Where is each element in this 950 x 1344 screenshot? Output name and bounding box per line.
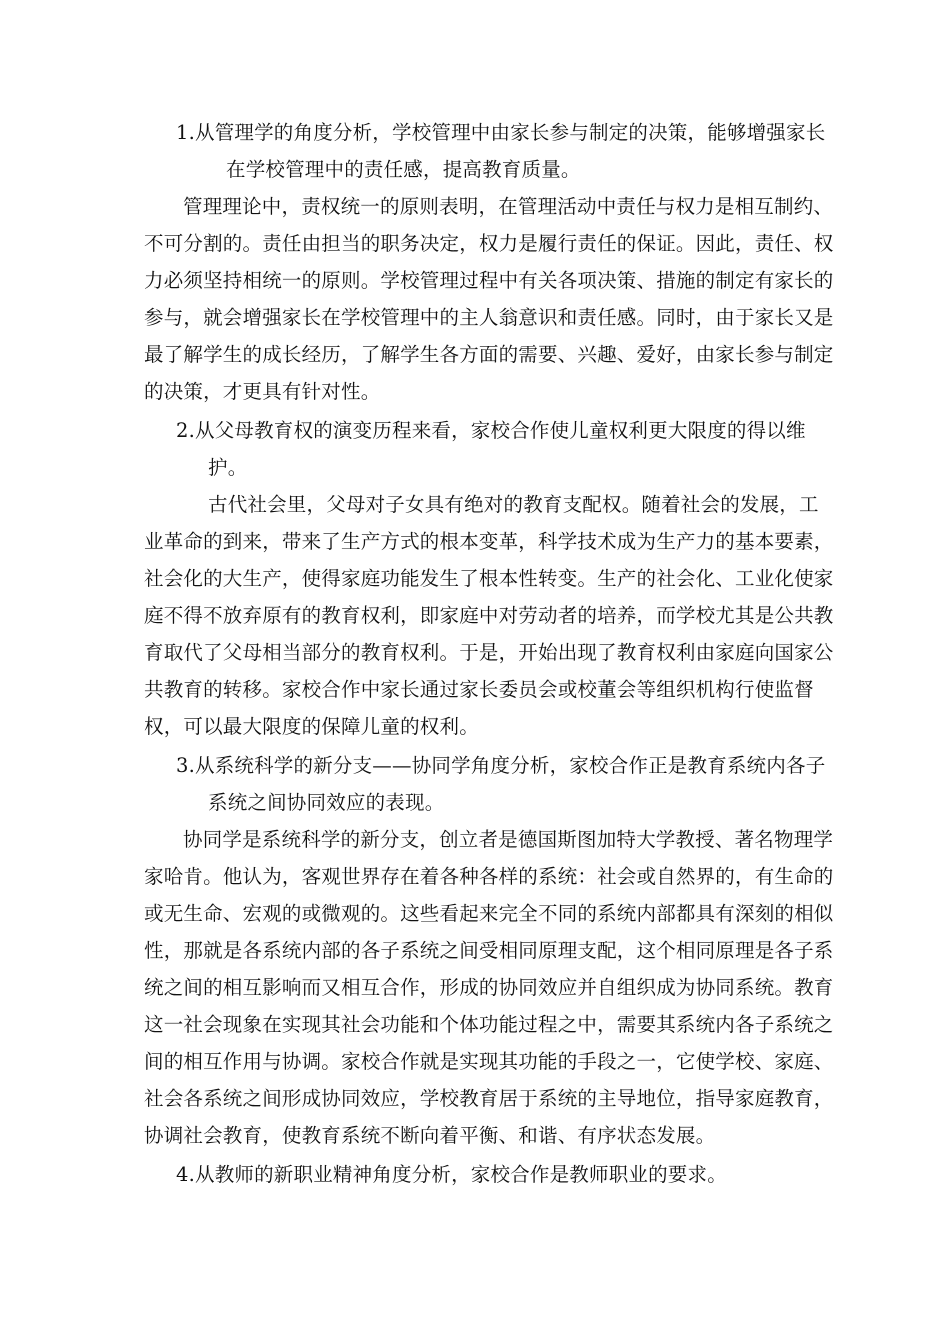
section2-heading-line1: 2.从父母教育权的演变历程来看，家校合作使儿童权利更大限度的得以维 <box>176 419 806 442</box>
section3-heading-line2: 系统之间协同效应的表现。 <box>208 791 445 814</box>
section3-paragraph-line6: 这一社会现象在实现其社会功能和个体功能过程之中，需要其系统内各子系统之 <box>144 1013 834 1036</box>
section1-paragraph-line5: 最了解学生的成长经历，了解学生各方面的需要、兴趣、爱好，由家长参与制定 <box>144 343 834 366</box>
section2-paragraph-line4: 庭不得不放弃原有的教育权利，即家庭中对劳动者的培养，而学校尤其是公共教 <box>144 604 834 627</box>
section3-heading-line1: 3.从系统科学的新分支——协同学角度分析，家校合作正是教育系统内各子 <box>176 754 826 777</box>
section4-heading-line1: 4.从教师的新职业精神角度分析，家校合作是教师职业的要求。 <box>176 1163 727 1186</box>
section1-paragraph-line6: 的决策，才更具有针对性。 <box>144 380 381 403</box>
section1-heading-line1: 1.从管理学的角度分析，学校管理中由家长参与制定的决策，能够增强家长 <box>176 121 826 144</box>
section3-paragraph-line9: 协调社会教育，使教育系统不断向着平衡、和谐、有序状态发展。 <box>144 1124 716 1147</box>
section2-paragraph-line6: 共教育的转移。家校合作中家长通过家长委员会或校董会等组织机构行使监督 <box>144 678 814 701</box>
section3-paragraph-line8: 社会各系统之间形成协同效应，学校教育居于系统的主导地位，指导家庭教育， <box>144 1087 834 1110</box>
section3-paragraph-line1: 协同学是系统科学的新分支，创立者是德国斯图加特大学教授、著名物理学 <box>183 828 834 851</box>
section2-paragraph-line3: 社会化的大生产，使得家庭功能发生了根本性转变。生产的社会化、工业化使家 <box>144 567 834 590</box>
section1-paragraph-line4: 参与，就会增强家长在学校管理中的主人翁意识和责任感。同时，由于家长又是 <box>144 306 834 329</box>
section1-paragraph-line1: 管理理论中，责权统一的原则表明，在管理活动中责任与权力是相互制约、 <box>183 195 834 218</box>
section2-paragraph-line1: 古代社会里，父母对子女具有绝对的教育支配权。随着社会的发展，工 <box>208 493 819 516</box>
section1-paragraph-line3: 力必须坚持相统一的原则。学校管理过程中有关各项决策、措施的制定有家长的 <box>144 269 834 292</box>
section2-paragraph-line5: 育取代了父母相当部分的教育权利。于是，开始出现了教育权利由家庭向国家公 <box>144 641 834 664</box>
section2-paragraph-line7: 权，可以最大限度的保障儿童的权利。 <box>144 715 479 738</box>
section2-heading-line2: 护。 <box>208 456 248 479</box>
section2-paragraph-line2: 业革命的到来，带来了生产方式的根本变革，科学技术成为生产力的基本要素， <box>144 530 834 553</box>
section1-heading-line2: 在学校管理中的责任感，提高教育质量。 <box>226 158 581 181</box>
section1-paragraph-line2: 不可分割的。责任由担当的职务决定，权力是履行责任的保证。因此，责任、权 <box>144 232 834 255</box>
section3-paragraph-line7: 间的相互作用与协调。家校合作就是实现其功能的手段之一，它使学校、家庭、 <box>144 1050 834 1073</box>
section3-paragraph-line3: 或无生命、宏观的或微观的。这些看起来完全不同的系统内部都具有深刻的相似 <box>144 902 834 925</box>
section3-paragraph-line2: 家哈肯。他认为，客观世界存在着各种各样的系统：社会或自然界的，有生命的 <box>144 865 834 888</box>
section3-paragraph-line4: 性，那就是各系统内部的各子系统之间受相同原理支配，这个相同原理是各子系 <box>144 939 834 962</box>
section3-paragraph-line5: 统之间的相互影响而又相互合作，形成的协同效应并自组织成为协同系统。教育 <box>144 976 834 999</box>
